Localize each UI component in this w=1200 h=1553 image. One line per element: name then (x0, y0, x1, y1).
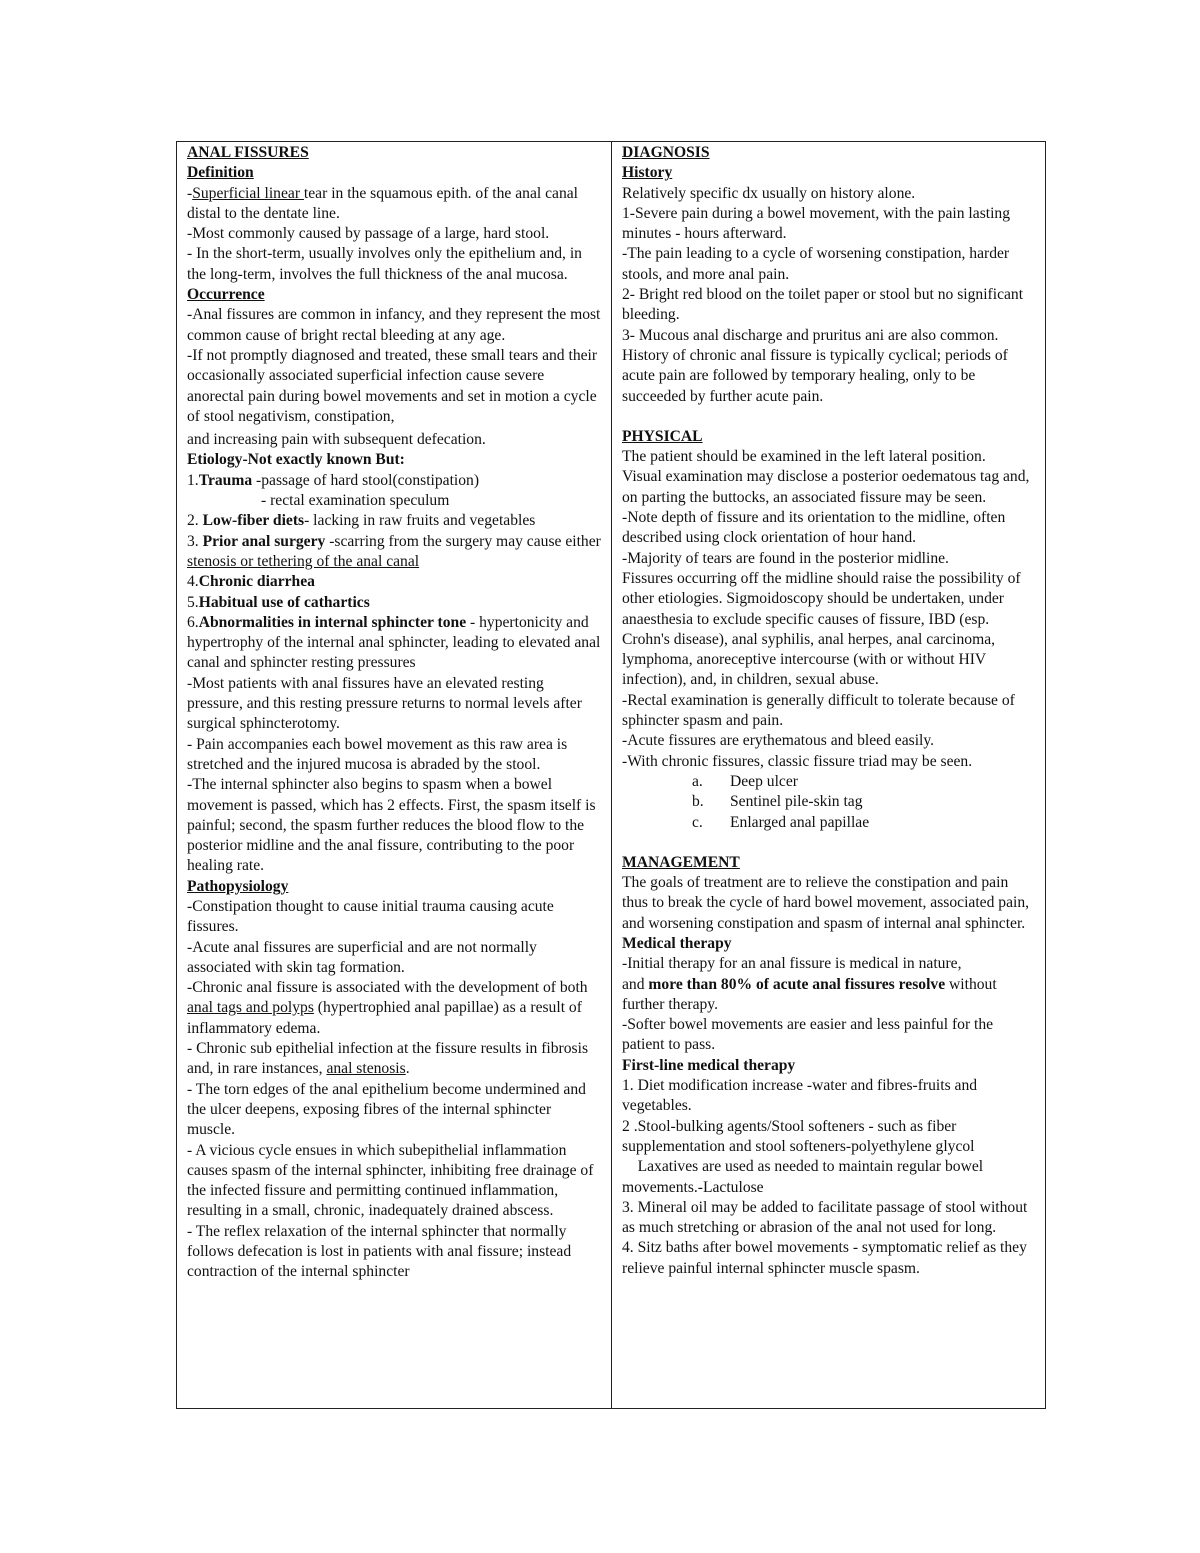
spacer (622, 833, 1035, 853)
physical-paragraph-3: -Note depth of fissure and its orientation to the midline, often described using clock orientation of hour hand. (622, 509, 1006, 547)
first-line-heading: First-line medical therapy (622, 1056, 796, 1074)
history-paragraph-2: 1-Severe pain during a bowel movement, with the pain lasting minutes - hours afterward. (622, 204, 1011, 243)
management-heading: MANAGEMENT (622, 853, 740, 871)
etiology-paragraph-2: - Pain accompanies each bowel movement as this raw area is stretched and the injured mucosa is abraded by the stool. (187, 735, 568, 773)
definition-paragraph-1: -Superficial linear tear in the squamous epith. of the anal canal distal to the dentate line. (187, 184, 579, 222)
history-paragraph-5: 3- Mucous anal discharge and pruritus ani are also common. (622, 326, 999, 344)
physical-paragraph-1: The patient should be examined in the left lateral position. (622, 448, 986, 466)
physical-paragraph-8: -With chronic fissures, classic fissure triad may be seen. (622, 752, 973, 770)
definition-paragraph-3: - In the short-term, usually involves only the epithelium and, in the long-term, involves the full thickness of the anal mucosa. (187, 245, 582, 283)
etiology-item-4: 4.Chronic diarrhea (187, 573, 315, 591)
pathophysiology-heading: Pathopysiology (187, 877, 289, 895)
history-paragraph-4: 2- Bright red blood on the toilet paper or stool but no significant bleeding. (622, 286, 1024, 324)
definition-paragraph-2: -Most commonly caused by passage of a large, hard stool. (187, 225, 550, 243)
notes-table (176, 141, 1046, 1409)
etiology-item-2: 2. Low-fiber diets- lacking in raw fruits and vegetables (187, 512, 536, 530)
management-paragraph-1: The goals of treatment are to relieve the constipation and pain thus to break the cycle of hard bowel movement, associated pain, and worsening constipation and spasm of internal anal sphincter. (622, 874, 1030, 932)
pathophysiology-paragraph-7: - The reflex relaxation of the internal sphincter that normally follows defecation is lost in patients with anal fissure; instead contraction of the internal sphincter (187, 1222, 572, 1281)
physical-paragraph-6: -Rectal examination is generally difficult to tolerate because of sphincter spasm and pain. (622, 691, 1015, 730)
etiology-paragraph-1: -Most patients with anal fissures have an elevated resting pressure, and this resting pressure returns to normal levels after surgical sphincterotomy. (187, 674, 582, 733)
pathophysiology-paragraph-2: -Acute anal fissures are superficial and are not normally associated with skin tag formation. (187, 938, 537, 976)
physical-paragraph-5: Fissures occurring off the midline should raise the possibility of other etiologies. Sigmoidoscopy should be undertaken, under anaesthesia to exclude specific causes of fissure, IBD (esp. Crohn's disease), anal syphilis, anal herpes, anal carcinoma, lymphoma, anoreceptive intercourse (with or without HIV infection), and, in children, sexual abuse. (622, 569, 1021, 689)
history-heading: History (622, 164, 673, 182)
first-line-item-3: 3. Mineral oil may be added to facilitate passage of stool without as much stretching or abrasion of the anal not used for long. (622, 1198, 1028, 1237)
etiology-paragraph-3: -The internal sphincter also begins to spasm when a bowel movement is passed, which has 2 effects. First, the spasm itself is painful; second, the spasm further reduces the blood flow to the posterior midline and the anal fissure, contributing to the poor healing rate. (187, 776, 596, 875)
fissure-triad-list (622, 772, 1035, 833)
first-line-item-1: 1. Diet modification increase -water and fibres-fruits and vegetables. (622, 1077, 978, 1115)
occurrence-paragraph-3: and increasing pain with subsequent defecation. (187, 431, 486, 449)
physical-paragraph-7: -Acute fissures are erythematous and bleed easily. (622, 732, 935, 750)
pathophysiology-paragraph-4: - Chronic sub epithelial infection at the fissure results in fibrosis and, in rare instances, anal stenosis. (187, 1040, 589, 1078)
first-line-item-4: 4. Sitz baths after bowel movements - symptomatic relief as they relieve painful internal sphincter muscle spasm. (622, 1239, 1027, 1277)
occurrence-paragraph-1: -Anal fissures are common in infancy, and they represent the most common cause of bright rectal bleeding at any age. (187, 306, 601, 344)
list-item: c. Enlarged anal papillae (692, 813, 870, 831)
etiology-item-1-sub: - rectal examination speculum (261, 492, 450, 510)
occurrence-heading: Occurrence (187, 286, 265, 304)
pathophysiology-paragraph-3: -Chronic anal fissure is associated with the development of both anal tags and polyps (hypertrophied anal papillae) as a result of inflammatory edema. (187, 979, 588, 1037)
first-line-item-2-note: Laxatives are used as needed to maintain regular bowel movements.-Lactulose (622, 1158, 988, 1196)
etiology-item-5: 5.Habitual use of cathartics (187, 593, 370, 611)
medical-therapy-paragraph-3: -Softer bowel movements are easier and less painful for the patient to pass. (622, 1016, 994, 1054)
pathophysiology-paragraph-1: -Constipation thought to cause initial trauma causing acute fissures. (187, 897, 554, 936)
left-title: ANAL FISSURES (187, 144, 309, 161)
medical-therapy-paragraph-1: -Initial therapy for an anal fissure is medical in nature, (622, 955, 962, 973)
list-item: a. Deep ulcer (692, 772, 798, 790)
right-title: DIAGNOSIS (622, 144, 710, 161)
pathophysiology-paragraph-6: - A vicious cycle ensues in which subepithelial inflammation causes spasm of the internal sphincter, inhibiting free drainage of the infected fissure and permitting continued inflammation, resulting in a small, chronic, inadequately drained abscess. (187, 1141, 594, 1220)
first-line-item-2: 2 .Stool-bulking agents/Stool softeners - such as fiber supplementation and stool softeners-polyethylene glycol (622, 1117, 975, 1155)
history-paragraph-1: Relatively specific dx usually on history alone. (622, 184, 916, 202)
occurrence-paragraph-2: -If not promptly diagnosed and treated, these small tears and their occasionally associated superficial infection cause severe anorectal pain during bowel movements and set in motion a cycle of stool negativism, constipation, (187, 346, 598, 425)
left-column (177, 142, 612, 1408)
medical-therapy-paragraph-2: and more than 80% of acute anal fissures resolve without further therapy. (622, 975, 997, 1013)
history-paragraph-3: -The pain leading to a cycle of worsening constipation, harder stools, and more anal pain. (622, 245, 1010, 283)
definition-heading: Definition (187, 164, 254, 182)
etiology-item-6: 6.Abnormalities in internal sphincter tone - hypertonicity and hypertrophy of the internal anal sphincter, leading to elevated anal canal and sphincter resting pressures (187, 613, 601, 672)
right-column (612, 142, 1045, 1408)
spacer (622, 407, 1035, 427)
etiology-heading: Etiology-Not exactly known But: (187, 451, 405, 469)
physical-heading: PHYSICAL (622, 427, 703, 445)
etiology-item-3: 3. Prior anal surgery -scarring from the surgery may cause either stenosis or tethering of the anal canal (187, 532, 601, 570)
etiology-item-1: 1.Trauma -passage of hard stool(constipation) (187, 471, 480, 489)
physical-paragraph-4: -Majority of tears are found in the posterior midline. (622, 549, 949, 567)
physical-paragraph-2: Visual examination may disclose a posterior oedematous tag and, on parting the buttocks, an associated fissure may be seen. (622, 468, 1030, 506)
list-item: b. Sentinel pile-skin tag (692, 793, 863, 811)
medical-therapy-heading: Medical therapy (622, 934, 732, 952)
history-paragraph-6: History of chronic anal fissure is typically cyclical; periods of acute pain are followed by temporary healing, only to be succeeded by further acute pain. (622, 346, 1008, 405)
pathophysiology-paragraph-5: - The torn edges of the anal epithelium become undermined and the ulcer deepens, exposing fibres of the internal sphincter muscle. (187, 1080, 586, 1139)
